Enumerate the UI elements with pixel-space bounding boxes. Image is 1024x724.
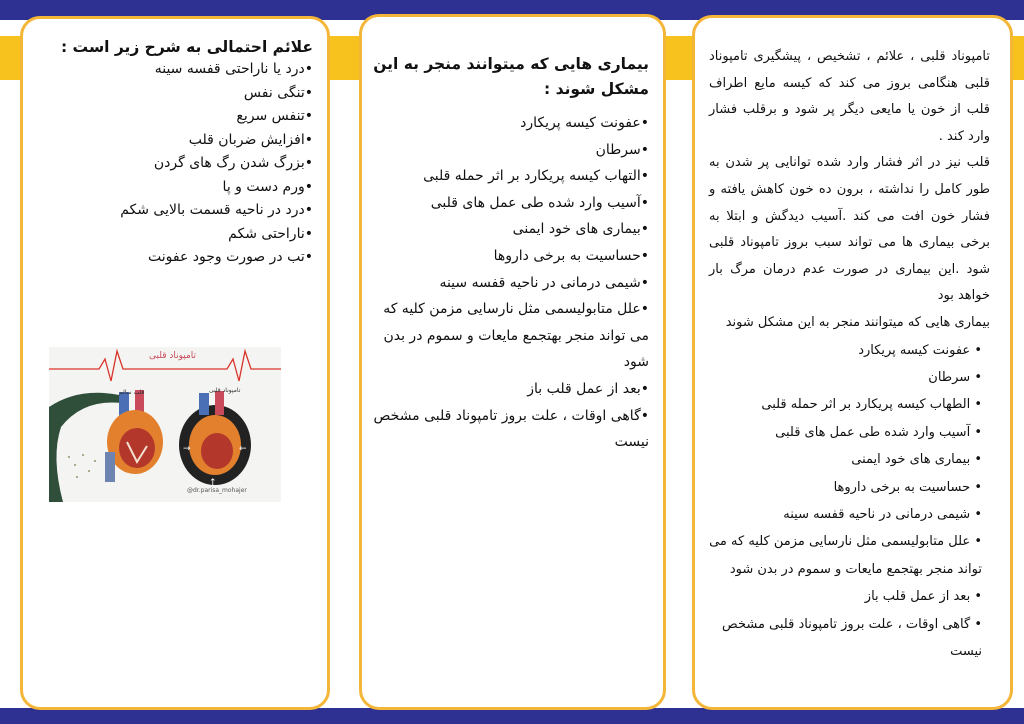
list-item: • ورم دست و پا [31, 176, 313, 200]
list-item: • الطهاب کیسه پریکارد بر اثر حمله قلبی [709, 391, 990, 418]
intro-paragraph: تامپوناد قلبی ، علائم ، تشخیص ، پیشگیری تامپوناد قلبی هنگامی بروز می کند که کیسه مایع اطراف قلب از خون یا مایعی دیگر پر شود و برقلب فشار وارد کند . [709, 49, 990, 144]
heart-diagram-icon [49, 347, 281, 502]
svg-text:↑: ↑ [209, 478, 217, 488]
list-item: • بیماری های خود ایمنی [370, 216, 649, 243]
list-item: • بیماری های خود ایمنی [709, 446, 990, 473]
list-item: • آسیب وارد شده طی عمل های قلبی [709, 419, 990, 446]
symptoms-panel [20, 16, 330, 710]
list-item: • حساسیت به برخی داروها [370, 243, 649, 270]
list-item: • تنگی نفس [31, 82, 313, 106]
bottom-band [0, 708, 1024, 724]
list-item: • بعد از عمل قلب باز [370, 376, 649, 403]
list-item: • عفونت کیسه پریکارد [709, 337, 990, 364]
list-item: • گاهی اوقات ، علت بروز تامپوناد قلبی مشخص نیست [370, 403, 649, 456]
causes-panel [359, 14, 666, 710]
list-item: • شیمی درمانی در ناحیه قفسه سینه [370, 270, 649, 297]
list-item: • عفونت کیسه پریکارد [370, 110, 649, 137]
list-item: • سرطان [709, 364, 990, 391]
list-item: • علل متابولیسمی مثل نارسایی مزمن کلیه که می تواند منجر بهتجمع مایعات و سموم در بدن شود [709, 528, 990, 583]
tamponade-heart-label: تامپوناد قلبی [209, 387, 241, 394]
intro-panel [692, 15, 1013, 710]
list-item: • بعد از عمل قلب باز [709, 583, 990, 610]
list-item: • حساسیت به برخی داروها [709, 474, 990, 501]
list-item: • درد در ناحیه قسمت بالایی شکم [31, 199, 313, 223]
causes-lead: بیماری هایی که میتوانند منجر به این مشکل شوند [725, 314, 990, 330]
list-item: • شیمی درمانی در ناحیه قفسه سینه [709, 501, 990, 528]
list-item: • علل متابولیسمی مثل نارسایی مزمن کلیه که می تواند منجر بهتجمع مایعات و سموم در بدن شود [370, 296, 649, 376]
list-item: • درد یا ناراحتی قفسه سینه [31, 58, 313, 82]
list-item: • افزایش ضربان قلب [31, 129, 313, 153]
list-item: • التهاب کیسه پریکارد بر اثر حمله قلبی [370, 163, 649, 190]
yellow-stripe-gap-2 [662, 36, 696, 80]
svg-text:→: → [183, 444, 191, 454]
list-item: • بزرگ شدن رگ های گردن [31, 152, 313, 176]
list-item: • تنفس سریع [31, 105, 313, 129]
intro-paragraph-2: قلب نیز در اثر فشار وارد شده توانایی پر شدن به طور کامل را نداشته ، برون ده خون کاهش یافته و فشار خون افت می کند .آسیب دیدگش و ابتلا به برخی بیماری ها می تواند سبب بروز تامپوناد قلبی شود .این بیماری در صورت عدم درمان مرگ بار خواهد بود [709, 155, 990, 304]
svg-text:←: ← [239, 444, 247, 454]
list-item: • آسیب وارد شده طی عمل های قلبی [370, 190, 649, 217]
list-item: • ناراحتی شکم [31, 223, 313, 247]
image-title: تامپوناد قلبی [149, 351, 197, 361]
heart-illustration [49, 347, 281, 502]
symptoms-list [23, 58, 327, 270]
list-item: • سرطان [370, 137, 649, 164]
symptoms-heading: علائم احتمالی به شرح زیر است : [60, 38, 313, 56]
normal-heart-label: قلب سالم [119, 389, 145, 396]
causes-list [362, 102, 663, 456]
list-item: • تب در صورت وجود عفونت [31, 246, 313, 270]
causes-heading: بیماری هایی که میتوانند منجر به این مشکل شوند : [373, 55, 649, 98]
intro-causes-list [709, 337, 990, 666]
image-watermark: @dr.parisa_mohajer [187, 487, 247, 494]
list-item: • گاهی اوقات ، علت بروز تامپوناد قلبی مشخص نیست [709, 611, 990, 666]
